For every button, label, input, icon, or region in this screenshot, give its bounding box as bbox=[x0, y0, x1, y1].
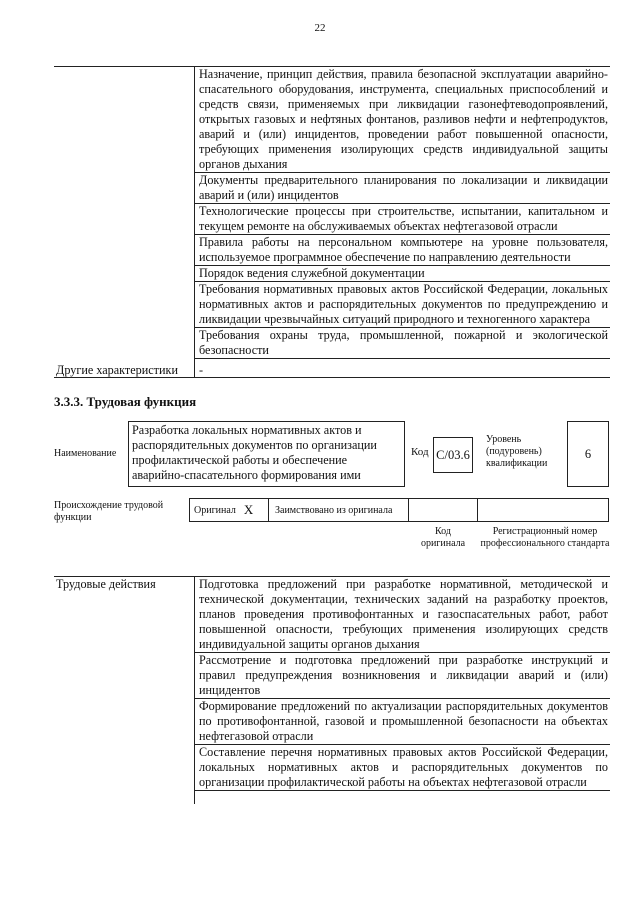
labor-action-item: Подготовка предложений при разработке нормативной, методической и технической документации, технических заданий на разработку проектов, планов проведения противофонтанных и газоспасательных работ, работ повышенной опасности, требующих применения изолирующих средств индивидуальной защиты органов дыхания bbox=[195, 577, 610, 653]
reg-number-caption: Регистрационный номер профессионального стандарта bbox=[480, 526, 610, 549]
other-characteristics-label: Другие характеристики bbox=[56, 363, 178, 377]
labor-actions-label: Трудовые действия bbox=[56, 577, 156, 591]
origin-reg-cell bbox=[477, 498, 609, 522]
level-box: 6 bbox=[567, 421, 609, 487]
knowledge-item: Технологические процессы при строительстве, испытании, капитальном и текущем ремонте на обслуживаемых объектах нефтегазовой отрасли bbox=[195, 204, 610, 235]
knowledge-item: Правила работы на персональном компьютере на уровне пользователя, используемое программное обеспечение по направлению деятельности bbox=[195, 235, 610, 266]
origin-borrowed-cell bbox=[268, 498, 409, 522]
knowledge-label-cell bbox=[54, 66, 195, 364]
labor-action-item: Формирование предложений по актуализации распорядительных документов по противофонтанной, газовой и промышленной безопасности на объектах нефтегазовой отрасли bbox=[195, 699, 610, 745]
code-box: С/03.6 bbox=[433, 437, 473, 473]
knowledge-item: Требования нормативных правовых актов Российской Федерации, локальных нормативных актов и распорядительных документов по предупреждению и ликвидации чрезвычайных ситуаций природного и техногенного характера bbox=[195, 282, 610, 328]
origin-borrowed-label: Заимствовано из оригинала bbox=[275, 504, 393, 516]
level-label: Уровень (подуровень) квалификации bbox=[486, 434, 548, 469]
origin-row bbox=[189, 498, 609, 522]
function-name-box: Разработка локальных нормативных актов и распорядительных документов по организации профилактической работы и обеспечение аварийно-спасательного формирования ими bbox=[128, 421, 405, 487]
code-label: Код bbox=[411, 446, 429, 458]
page-number: 22 bbox=[314, 22, 326, 34]
origin-label: Происхождение трудовой функции bbox=[54, 500, 164, 523]
origin-original-mark: X bbox=[243, 502, 254, 517]
code-original-caption: Код оригинала bbox=[420, 526, 466, 549]
knowledge-item: Назначение, принцип действия, правила безопасной эксплуатации аварийно-спасательного оборудования, инструмента, специальных приспособлений и средств связи, применяемых при ликвидации газонефтеводопроявлений, открытых газовых и нефтяных фонтанов, разливов нефти и нефтепродуктов, аварий и (или) инцидентов, проведении работ повышенной опасности, требующих применения изолирующих средств индивидуальной защиты органов дыхания bbox=[195, 66, 610, 173]
origin-original-cell bbox=[189, 498, 269, 522]
knowledge-items bbox=[195, 66, 610, 359]
knowledge-table bbox=[54, 66, 610, 378]
labor-action-item: Рассмотрение и подготовка предложений при разработке инструкций и правил предупреждения возникновения и ликвидации аварий и (или) инцидентов bbox=[195, 653, 610, 699]
knowledge-item: Документы предварительного планирования по локализации и ликвидации аварий и (или) инцидентов bbox=[195, 173, 610, 204]
name-label: Наименование bbox=[54, 448, 117, 459]
labor-action-item: Составление перечня нормативных правовых актов Российской Федерации, локальных нормативных актов и распорядительных документов по организации профилактической работы на объектах нефтегазовой отрасли bbox=[195, 745, 610, 791]
labor-actions-items bbox=[195, 576, 610, 791]
column-divider bbox=[194, 363, 195, 377]
knowledge-item: Требования охраны труда, промышленной, пожарной и экологической безопасности bbox=[195, 328, 610, 359]
knowledge-item: Порядок ведения служебной документации bbox=[195, 266, 610, 282]
other-characteristics-value: - bbox=[199, 363, 204, 377]
other-characteristics-row bbox=[54, 363, 610, 378]
section-title: 3.3.3. Трудовая функция bbox=[54, 394, 197, 409]
origin-original-label: Оригинал bbox=[194, 504, 236, 516]
origin-code-cell bbox=[408, 498, 478, 522]
